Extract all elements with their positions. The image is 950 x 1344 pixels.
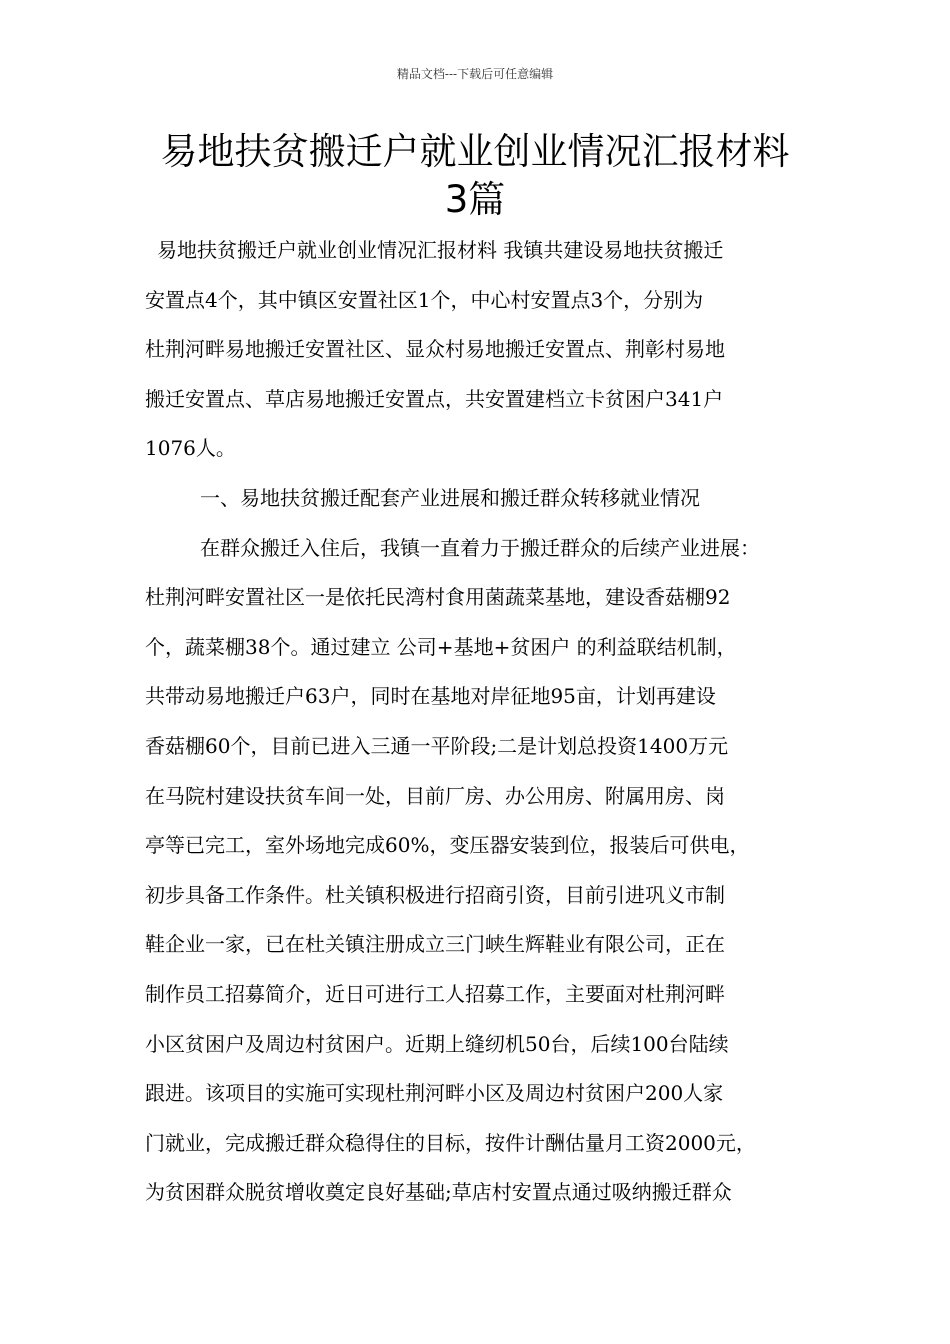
page-header: 精品文档---下载后可任意编辑 [396, 67, 554, 81]
document-body [145, 226, 825, 1218]
body-line: 易地扶贫搬迁户就业创业情况汇报材料 我镇共建设易地扶贫搬迁 [157, 238, 724, 262]
body-line: 门就业，完成搬迁群众稳得住的目标，按件计酬估量月工资2000元， [145, 1130, 756, 1155]
body-line: 香菇棚60个，目前已进入三通一平阶段;二是计划总投资1400万元 [145, 733, 729, 758]
document-title [60, 128, 890, 224]
body-line: 搬迁安置点、草店易地搬迁安置点，共安置建档立卡贫困户341户 [145, 386, 724, 411]
title-line-2: 3篇 [444, 178, 506, 221]
body-line: 杜荆河畔易地搬迁安置社区、显众村易地搬迁安置点、荆彰村易地 [145, 337, 725, 362]
body-line: 杜荆河畔安置社区一是依托民湾村食用菌蔬菜基地，建设香菇棚92 [145, 585, 731, 610]
body-line: 在群众搬迁入住后，我镇一直着力于搬迁群众的后续产业进展： [200, 535, 760, 560]
body-line: 在马院村建设扶贫车间一处，目前厂房、办公用房、附属用房、岗 [145, 783, 725, 808]
body-line: 亭等已完工，室外场地完成60%，变压器安装到位，报装后可供电， [145, 833, 750, 858]
body-line: 为贫困群众脱贫增收奠定良好基础;草店村安置点通过吸纳搬迁群众 [145, 1180, 732, 1205]
body-line: 初步具备工作条件。杜关镇积极进行招商引资，目前引进巩义市制 [145, 882, 725, 907]
body-line: 1076人。 [145, 436, 236, 461]
body-line: 共带动易地搬迁户63户，同时在基地对岸征地95亩，计划再建设 [145, 684, 716, 709]
body-line: 安置点4个，其中镇区安置社区1个，中心村安置点3个，分别为 [145, 287, 704, 312]
body-line: 个，蔬菜棚38个。通过建立 公司+基地+贫困户 的利益联结机制， [145, 634, 737, 659]
body-line: 鞋企业一家，已在杜关镇注册成立三门峡生辉鞋业有限公司，正在 [145, 932, 725, 957]
section-heading: 一、易地扶贫搬迁配套产业进展和搬迁群众转移就业情况 [200, 485, 700, 510]
body-line: 跟进。该项目的实施可实现杜荆河畔小区及周边村贫困户200人家 [145, 1081, 724, 1106]
body-line: 制作员工招募简介，近日可进行工人招募工作，主要面对杜荆河畔 [145, 981, 725, 1006]
body-line: 小区贫困户及周边村贫困户。近期上缝纫机50台，后续100台陆续 [145, 1031, 729, 1056]
title-line-1: 易地扶贫搬迁户就业创业情况汇报材料 [160, 130, 790, 173]
